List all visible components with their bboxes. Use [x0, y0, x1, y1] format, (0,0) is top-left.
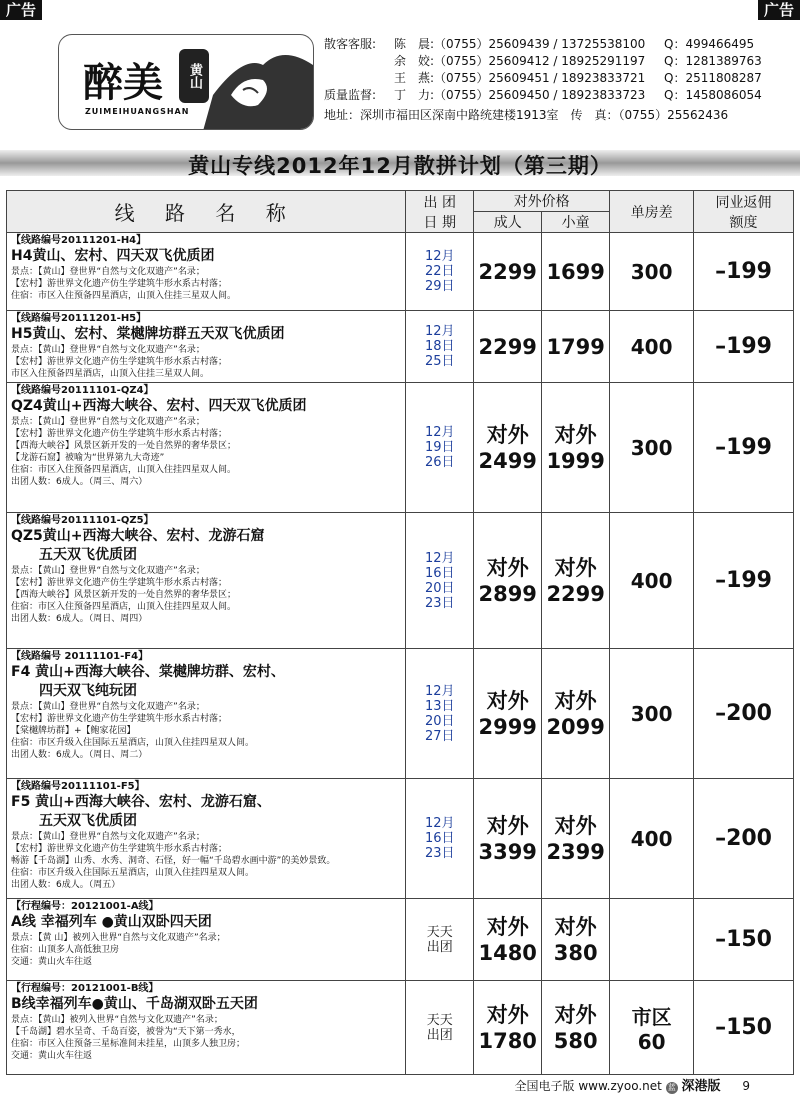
- title-banner: [0, 146, 800, 182]
- route-detail: 出团人数：6成人。（周五）: [11, 880, 121, 890]
- route-detail: 住宿：市区升级入住国际五星酒店，山顶入住挂四星双人间。: [11, 738, 255, 748]
- adult-price-label: 对外: [486, 813, 529, 838]
- date-line: 23日: [425, 595, 455, 611]
- header-rebate-line1: 同业返佣: [715, 194, 772, 211]
- ad-label-right: 广告: [758, 0, 800, 20]
- route-detail: 住宿：市区入住预备四星酒店，山顶入住挂四星双人间。: [11, 602, 237, 612]
- rebate-value: –199: [694, 513, 794, 649]
- page-title: 黄山专线2012年12月散拼计划（第三期）: [188, 154, 612, 178]
- rebate-value: –199: [694, 311, 794, 383]
- route-code: 【行程编号：20121001-A线】: [11, 901, 159, 912]
- adult-price: 2299: [478, 334, 537, 359]
- contact-row: [324, 36, 794, 53]
- adult-price-cell: [474, 233, 542, 311]
- single-supplement-value: 400: [630, 568, 673, 593]
- contact-row: [324, 87, 794, 104]
- route-description: [7, 233, 406, 311]
- route-row: [7, 311, 794, 383]
- route-code: 【线路编号 20111101-F4】: [11, 651, 149, 662]
- edition-badge-icon: 蓝: [667, 1083, 676, 1092]
- route-detail: 【棠樾牌坊群】+【鲍家花园】: [11, 726, 136, 736]
- child-price-cell: [542, 779, 610, 899]
- adult-price: 2999: [478, 714, 537, 739]
- contact-qq: Q：1458086054: [664, 88, 762, 102]
- adult-price-label: 对外: [486, 914, 529, 939]
- single-supplement: [610, 649, 694, 779]
- brand-logo: [58, 34, 314, 130]
- child-price: 2299: [546, 581, 605, 606]
- route-detail: 景点：【黄山】登世界“自然与文化双遗产”名录；: [11, 702, 205, 712]
- logo-title: 醉美: [83, 59, 163, 106]
- rebate-value: –200: [694, 779, 794, 899]
- date-line: 26日: [425, 455, 455, 470]
- header-rebate-line2: 额度: [729, 214, 758, 231]
- date-line: 12月: [425, 550, 455, 566]
- route-row: [7, 779, 794, 899]
- single-supplement: [610, 981, 694, 1075]
- date-line: 20日: [425, 713, 455, 729]
- route-code: 【线路编号20111101-QZ5】: [11, 515, 154, 526]
- route-detail: 【宏村】游世界文化遗产仿生学建筑牛形水系古村落；: [11, 844, 228, 854]
- route-detail: 住宿：市区入住预备四星酒店，山顶入住挂四星双人间。: [11, 465, 237, 475]
- route-detail: 住宿：山顶多人高低独卫房: [11, 945, 120, 955]
- child-price: 580: [553, 1028, 598, 1053]
- date-line: 出团: [426, 1027, 453, 1043]
- single-supplement-value: 400: [630, 334, 673, 359]
- adult-price-cell: [474, 899, 542, 981]
- rebate-value: –199: [694, 383, 794, 513]
- header-single: 单房差: [610, 191, 694, 233]
- adult-price: 1780: [478, 1028, 537, 1053]
- route-description: [7, 779, 406, 899]
- contact-list: [324, 36, 794, 104]
- route-detail: 出团人数：6成人。（周三、周六）: [11, 477, 148, 487]
- child-price: 380: [553, 940, 598, 965]
- child-price-cell: [542, 513, 610, 649]
- route-name: 五天双飞优质团: [11, 547, 137, 563]
- page-number: 9: [742, 1079, 750, 1093]
- contact-name: 丁 力:: [394, 88, 435, 102]
- contact-qq: Q：1281389763: [664, 54, 762, 68]
- adult-price: 1480: [478, 940, 537, 965]
- route-detail: 市区入住预备四星酒店，山顶入住挂三星双人间。: [11, 369, 210, 379]
- footer: [514, 1075, 750, 1094]
- header-date-line1: 出 团: [423, 194, 456, 211]
- route-row: [7, 233, 794, 311]
- route-dates: [406, 513, 474, 649]
- adult-price: 2499: [478, 448, 537, 473]
- rebate-value: –150: [694, 899, 794, 981]
- date-line: 12月: [425, 816, 455, 831]
- route-detail: 住宿：市区升级入住国际五星酒店，山顶入住挂四星双人间。: [11, 868, 255, 878]
- child-price: 1799: [546, 334, 605, 359]
- route-description: [7, 311, 406, 383]
- child-price-label: 对外: [554, 914, 597, 939]
- header-price: 对外价格: [474, 191, 610, 212]
- contact-phone: （0755）25609450 / 18923833723: [434, 88, 646, 102]
- date-line: 天天: [426, 1012, 453, 1028]
- single-supplement-value: 60: [637, 1030, 666, 1054]
- route-description: [7, 513, 406, 649]
- header-rebate: [694, 191, 794, 233]
- adult-price: 2899: [478, 581, 537, 606]
- contact-role: 散客客服:: [324, 37, 377, 51]
- route-row: [7, 513, 794, 649]
- child-price-label: 对外: [554, 1002, 597, 1027]
- route-name: A线 幸福列车 ●黄山双卧四天团: [11, 914, 212, 930]
- route-description: [7, 899, 406, 981]
- contact-role: 质量监督:: [324, 88, 377, 102]
- single-supplement: [610, 233, 694, 311]
- route-code: 【线路编号20111201-H5】: [11, 313, 147, 324]
- route-code: 【线路编号20111101-QZ4】: [11, 385, 154, 396]
- header-child: 小童: [542, 212, 610, 233]
- single-supplement-value: 400: [630, 826, 673, 851]
- child-price-label: 对外: [554, 422, 597, 447]
- route-description: [7, 383, 406, 513]
- child-price-cell: [542, 233, 610, 311]
- route-dates: [406, 899, 474, 981]
- route-detail: 景点：【黄山】登世界“自然与文化双遗产”名录；: [11, 566, 205, 576]
- child-price: 2399: [546, 839, 605, 864]
- mountain-icon: [203, 35, 313, 130]
- route-detail: 住宿：市区入住预备四星酒店，山顶入住挂三星双人间。: [11, 291, 237, 301]
- route-dates: [406, 779, 474, 899]
- contact-name: 陈 晨:: [394, 37, 435, 51]
- header-adult: 成人: [474, 212, 542, 233]
- route-detail: 景点：【黄 山】被列入世界“自然与文化双遗产”名录；: [11, 933, 226, 943]
- route-detail: 【龙游石窟】被喻为“世界第九大奇迹”: [11, 453, 165, 463]
- route-detail: 交通：黄山火车往返: [11, 957, 93, 967]
- contact-row: [324, 70, 794, 87]
- adult-price-label: 对外: [486, 688, 529, 713]
- address-line: 地址：深圳市福田区深南中路统建楼1913室 传 真：（0755）25562436: [324, 108, 729, 122]
- date-line: 29日: [425, 279, 455, 294]
- route-dates: [406, 383, 474, 513]
- route-detail: 【千岛湖】碧水呈奇、千岛百姿，被誉为“天下第一秀水，: [11, 1027, 241, 1037]
- adult-price-cell: [474, 649, 542, 779]
- date-line: 12月: [425, 683, 455, 699]
- contact-phone: （0755）25609451 / 18923833721: [434, 71, 646, 85]
- rebate-value: –199: [694, 233, 794, 311]
- child-price: 1699: [546, 259, 605, 284]
- route-detail: 【宏村】游世界文化遗产仿生学建筑牛形水系古村落；: [11, 714, 228, 724]
- route-row: [7, 649, 794, 779]
- contact-qq: Q：2511808287: [664, 71, 762, 85]
- header-date-line2: 日 期: [423, 214, 456, 231]
- date-line: 12月: [425, 324, 455, 339]
- date-line: 出团: [426, 939, 453, 955]
- child-price-label: 对外: [554, 688, 597, 713]
- route-name: F5 黄山+西海大峡谷、宏村、龙游石窟、: [11, 794, 271, 810]
- route-name: 四天双飞纯玩团: [11, 683, 137, 699]
- logo-seal: 黄山: [179, 49, 209, 103]
- route-name: H5黄山、宏村、棠樾牌坊群五天双飞优质团: [11, 326, 285, 342]
- adult-price-label: 对外: [486, 555, 529, 580]
- adult-price: 3399: [478, 839, 537, 864]
- route-code: 【线路编号20111101-F5】: [11, 781, 145, 792]
- logo-subtitle: ZUIMEIHUANGSHAN: [85, 107, 190, 116]
- date-line: 20日: [425, 580, 455, 596]
- route-dates: [406, 981, 474, 1075]
- route-detail: 交通：黄山火车往返: [11, 1051, 93, 1061]
- route-detail: 景点：【黄山】登世界“自然与文化双遗产”名录；: [11, 345, 205, 355]
- child-price-cell: [542, 311, 610, 383]
- ad-label-left: 广告: [0, 0, 42, 20]
- single-supplement-value: 300: [630, 435, 673, 460]
- header-date: [406, 191, 474, 233]
- footer-label: 全国电子版: [514, 1079, 575, 1093]
- date-line: 23日: [425, 846, 455, 861]
- child-price: 2099: [546, 714, 605, 739]
- contact-phone: （0755）25609439 / 13725538100: [434, 37, 646, 51]
- route-detail: 【宏村】游世界文化遗产仿生学建筑牛形水系古村落；: [11, 429, 228, 439]
- route-dates: [406, 233, 474, 311]
- rebate-value: –200: [694, 649, 794, 779]
- contact-qq: Q：499466495: [664, 37, 755, 51]
- single-supplement: [610, 899, 694, 981]
- contact-phone: （0755）25609412 / 18925291197: [434, 54, 646, 68]
- route-detail: 出团人数：6成人。（周日、周二）: [11, 750, 148, 760]
- route-code: 【线路编号20111201-H4】: [11, 235, 147, 246]
- child-price-label: 对外: [554, 813, 597, 838]
- contact-name: 余 姣:: [394, 54, 435, 68]
- adult-price-cell: [474, 311, 542, 383]
- contact-name: 王 燕:: [394, 71, 435, 85]
- route-name: 五天双飞优质团: [11, 813, 137, 829]
- route-dates: [406, 311, 474, 383]
- adult-price: 2299: [478, 259, 537, 284]
- date-line: 22日: [425, 264, 455, 279]
- route-table: [6, 190, 794, 1075]
- single-supplement-value: 300: [630, 259, 673, 284]
- route-detail: 【宏村】游世界文化遗产仿生学建筑牛形水系古村落；: [11, 578, 228, 588]
- route-detail: 景点：【黄山】登世界“自然与文化双遗产”名录；: [11, 832, 205, 842]
- date-line: 27日: [425, 728, 455, 744]
- footer-site: www.zyoo.net: [578, 1079, 662, 1093]
- route-description: [7, 981, 406, 1075]
- route-detail: 住宿：市区入住预备三星标准间未挂星，山顶多人独卫房；: [11, 1039, 246, 1049]
- child-price-label: 对外: [554, 555, 597, 580]
- route-code: 【行程编号：20121001-B线】: [11, 983, 159, 994]
- date-line: 13日: [425, 698, 455, 714]
- date-line: 16日: [425, 831, 455, 846]
- date-line: 16日: [425, 565, 455, 581]
- route-detail: 【宏村】游世界文化遗产仿生学建筑牛形水系古村落；: [11, 279, 228, 289]
- child-price: 1999: [546, 448, 605, 473]
- route-detail: 景点：【黄山】登世界“自然与文化双遗产”名录；: [11, 267, 205, 277]
- route-detail: 畅游【千岛湖】山秀、水秀、洞奇、石怪，好一幅“千岛碧水画中游”的美妙景致。: [11, 856, 336, 866]
- date-line: 12月: [425, 425, 455, 440]
- route-detail: 景点：【黄山】被列入世界“自然与文化双遗产”名录；: [11, 1015, 223, 1025]
- route-name: F4 黄山+西海大峡谷、棠樾牌坊群、宏村、: [11, 664, 285, 680]
- rebate-value: –150: [694, 981, 794, 1075]
- route-name: QZ5黄山+西海大峡谷、宏村、龙游石窟: [11, 528, 265, 544]
- route-detail: 景点：【黄山】登世界“自然与文化双遗产”名录；: [11, 417, 205, 427]
- date-line: 12月: [425, 249, 455, 264]
- route-row: [7, 383, 794, 513]
- adult-price-cell: [474, 383, 542, 513]
- child-price-cell: [542, 899, 610, 981]
- adult-price-label: 对外: [486, 1002, 529, 1027]
- route-detail: 【西海大峡谷】风景区新开发的一处自然界的奢华景区；: [11, 441, 237, 451]
- single-supplement: [610, 311, 694, 383]
- route-name: QZ4黄山+西海大峡谷、宏村、四天双飞优质团: [11, 398, 307, 414]
- child-price-cell: [542, 383, 610, 513]
- adult-price-cell: [474, 981, 542, 1075]
- route-name: B线幸福列车●黄山、千岛湖双卧五天团: [11, 996, 258, 1012]
- date-line: 19日: [425, 440, 455, 455]
- single-supplement-label: 市区: [631, 1005, 672, 1029]
- date-line: 天天: [426, 924, 453, 940]
- single-supplement: [610, 513, 694, 649]
- date-line: 25日: [425, 354, 455, 369]
- adult-price-label: 对外: [486, 422, 529, 447]
- adult-price-cell: [474, 513, 542, 649]
- route-detail: 【西海大峡谷】风景区新开发的一处自然界的奢华景区；: [11, 590, 237, 600]
- route-detail: 出团人数：6成人。（周日、周四）: [11, 614, 148, 624]
- single-supplement-value: 300: [630, 701, 673, 726]
- single-supplement: [610, 383, 694, 513]
- route-name: H4黄山、宏村、四天双飞优质团: [11, 248, 215, 264]
- route-dates: [406, 649, 474, 779]
- contact-row: [324, 53, 794, 70]
- single-supplement: [610, 779, 694, 899]
- footer-edition: 深港版: [681, 1079, 721, 1094]
- route-row: [7, 981, 794, 1075]
- child-price-cell: [542, 649, 610, 779]
- adult-price-cell: [474, 779, 542, 899]
- date-line: 18日: [425, 339, 455, 354]
- route-description: [7, 649, 406, 779]
- route-detail: 【宏村】游世界文化遗产仿生学建筑牛形水系古村落；: [11, 357, 228, 367]
- child-price-cell: [542, 981, 610, 1075]
- route-row: [7, 899, 794, 981]
- header-route: 线 路 名 称: [7, 191, 406, 233]
